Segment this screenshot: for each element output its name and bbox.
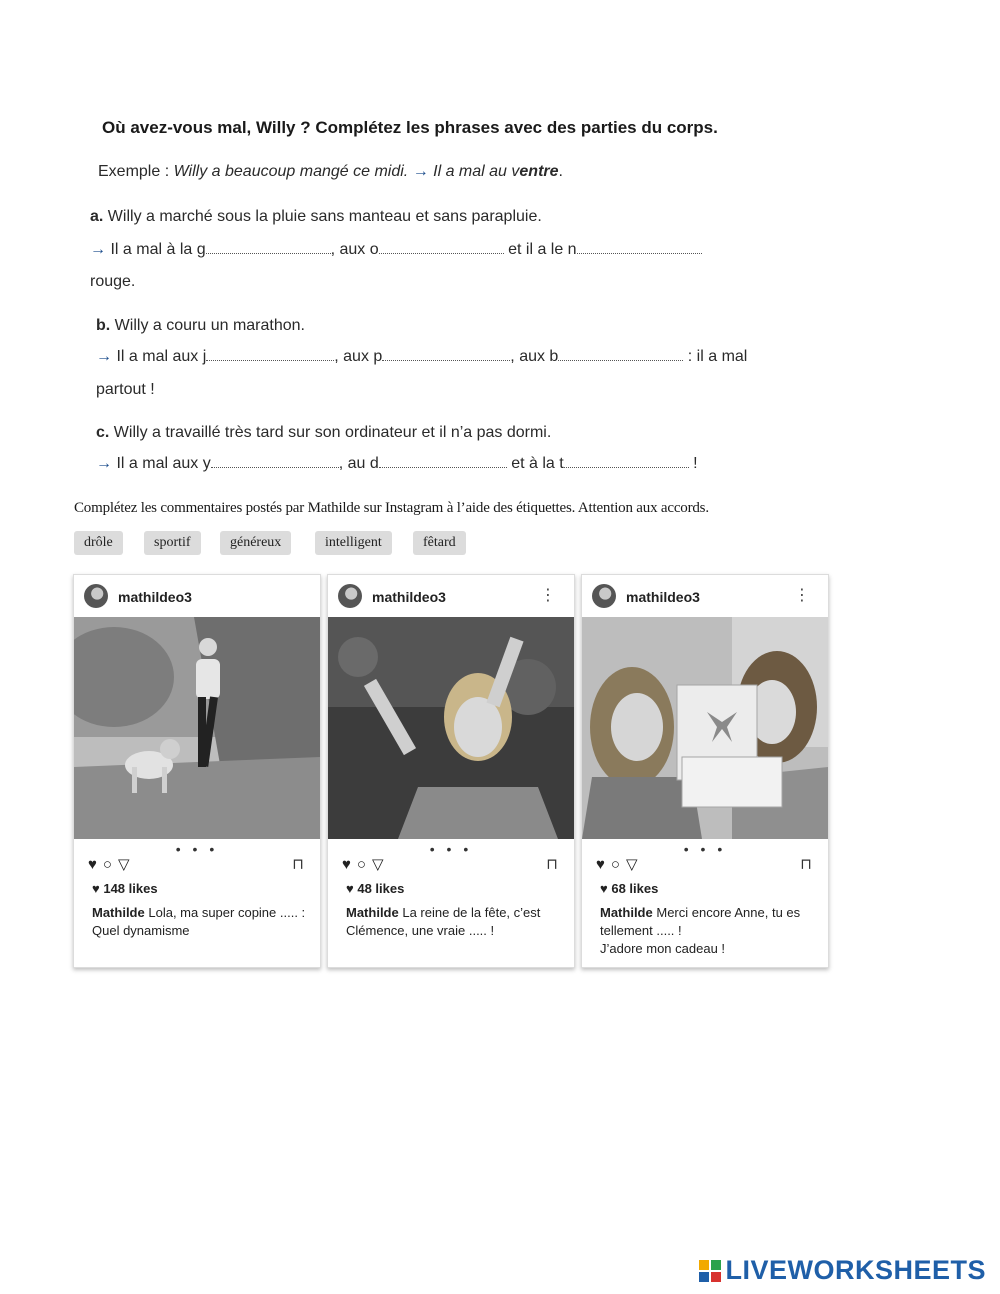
share-icon[interactable]: ▽	[625, 856, 638, 873]
blank-c1[interactable]	[211, 455, 339, 468]
caption-author: Mathilde	[600, 905, 653, 920]
post-likes	[92, 881, 158, 896]
item-a-end: rouge.	[90, 273, 136, 290]
post-actions	[342, 855, 390, 873]
heart-icon: ♥	[92, 881, 100, 896]
liveworksheets-icon	[699, 1260, 721, 1282]
item-c-part3: et à la t	[511, 455, 564, 472]
item-a-text: Willy a marché sous la pluie sans manteau et sans parapluie.	[107, 208, 542, 225]
likes-count: 148 likes	[103, 881, 158, 896]
example-answer-end: .	[558, 163, 563, 180]
post-header	[328, 575, 574, 617]
carousel-dots: • • •	[429, 841, 473, 857]
example-line	[98, 163, 563, 181]
tag-drole[interactable]: drôle	[74, 531, 123, 555]
instagram-post-2	[327, 574, 575, 968]
caption-text: Lola, ma super copine ..... : Quel dynamisme	[92, 905, 306, 938]
comment-icon[interactable]: ○	[102, 856, 112, 873]
heart-icon: ♥	[346, 881, 354, 896]
item-c-end: !	[693, 455, 698, 472]
item-b-answer	[96, 348, 747, 366]
post-username[interactable]: mathildeo3	[626, 589, 700, 605]
tag-genereux[interactable]: généreux	[220, 531, 291, 555]
post-header	[582, 575, 828, 617]
item-b-part3: , aux b	[510, 348, 559, 365]
item-b-part1: Il a mal aux j	[116, 348, 207, 365]
tag-sportif[interactable]: sportif	[144, 531, 201, 555]
item-b-end: partout !	[96, 381, 155, 398]
carousel-dots: • • •	[175, 841, 219, 857]
caption-text: Merci encore Anne, tu es tellement ..... !	[600, 905, 801, 938]
carousel-dots: • • •	[683, 841, 727, 857]
instagram-post-3	[581, 574, 829, 968]
tag-fetard[interactable]: fêtard	[413, 531, 466, 555]
share-icon[interactable]: ▽	[117, 856, 130, 873]
likes-count: 68 likes	[611, 881, 659, 896]
item-b-part4: : il a mal	[687, 348, 748, 365]
exercise2-title: Complétez les commentaires postés par Mathilde sur Instagram à l’aide des étiquettes. Attention aux accords.	[74, 500, 709, 516]
avatar[interactable]	[84, 584, 108, 608]
arrow-icon: →	[412, 163, 429, 180]
post-likes	[600, 881, 658, 896]
example-answer-bold: entre	[519, 163, 559, 180]
item-c-part1: Il a mal aux y	[116, 455, 211, 472]
liveworksheets-logo[interactable]	[699, 1255, 986, 1286]
comment-icon[interactable]: ○	[356, 856, 366, 873]
item-b-part2: , aux p	[334, 348, 383, 365]
post-actions	[596, 855, 644, 873]
item-a-part2: , aux o	[330, 241, 379, 258]
post-header	[74, 575, 320, 617]
avatar[interactable]	[338, 584, 362, 608]
item-c-part2: , au d	[338, 455, 379, 472]
blank-b1[interactable]	[206, 348, 334, 361]
blank-b2[interactable]	[382, 348, 510, 361]
comment-icon[interactable]: ○	[610, 856, 620, 873]
item-a-answer	[90, 241, 702, 259]
avatar[interactable]	[592, 584, 616, 608]
blank-c3[interactable]	[564, 455, 689, 468]
blank-a3[interactable]	[577, 241, 702, 254]
arrow-icon: →	[96, 348, 112, 365]
item-b-sentence	[96, 317, 305, 335]
post-caption	[346, 904, 561, 940]
bookmark-icon[interactable]: ⊓	[546, 856, 558, 873]
example-answer-start: Il a mal au v	[433, 163, 520, 180]
likes-count: 48 likes	[357, 881, 405, 896]
item-c-answer	[96, 455, 698, 473]
share-icon[interactable]: ▽	[371, 856, 384, 873]
more-options-icon[interactable]: ⋮	[794, 587, 810, 604]
example-prefix: Exemple :	[98, 163, 174, 180]
post-caption	[92, 904, 307, 940]
arrow-icon: →	[96, 455, 112, 472]
blank-a1[interactable]	[206, 241, 331, 254]
caption-author: Mathilde	[346, 905, 399, 920]
instagram-post-1	[73, 574, 321, 968]
post-photo-dancing-woman	[328, 617, 574, 839]
caption-text-2: J’adore mon cadeau !	[600, 941, 726, 956]
post-likes	[346, 881, 404, 896]
item-a-sentence	[90, 208, 542, 226]
heart-icon[interactable]: ♥	[342, 856, 351, 873]
heart-icon: ♥	[600, 881, 608, 896]
post-photo-gift-friends	[582, 617, 828, 839]
item-b-letter: b.	[96, 317, 111, 334]
item-a-part3: et il a le n	[508, 241, 577, 258]
more-options-icon[interactable]: ⋮	[540, 587, 556, 604]
blank-b3[interactable]	[558, 348, 683, 361]
blank-c2[interactable]	[379, 455, 507, 468]
caption-text: La reine de la fête, c’est Clémence, une vraie ..... !	[346, 905, 541, 938]
post-username[interactable]: mathildeo3	[118, 589, 192, 605]
item-a-part1: Il a mal à la g	[110, 241, 206, 258]
bookmark-icon[interactable]: ⊓	[292, 856, 304, 873]
item-c-letter: c.	[96, 424, 110, 441]
example-sentence: Willy a beaucoup mangé ce midi.	[173, 163, 409, 180]
blank-a2[interactable]	[379, 241, 504, 254]
exercise1-title: Où avez-vous mal, Willy ? Complétez les phrases avec des parties du corps.	[102, 118, 718, 137]
post-actions	[88, 855, 136, 873]
item-c-sentence	[96, 424, 551, 442]
post-photo-runner-with-dog	[74, 617, 320, 839]
item-c-text: Willy a travaillé très tard sur son ordinateur et il n’a pas dormi.	[113, 424, 552, 441]
bookmark-icon[interactable]: ⊓	[800, 856, 812, 873]
logo-text: LIVEWORKSHEETS	[725, 1255, 986, 1285]
heart-icon[interactable]: ♥	[596, 856, 605, 873]
item-b-text: Willy a couru un marathon.	[114, 317, 305, 334]
caption-author: Mathilde	[92, 905, 145, 920]
item-a-letter: a.	[90, 208, 104, 225]
heart-icon[interactable]: ♥	[88, 856, 97, 873]
arrow-icon: →	[90, 241, 106, 258]
post-caption	[600, 904, 815, 958]
tag-intelligent[interactable]: intelligent	[315, 531, 392, 555]
post-username[interactable]: mathildeo3	[372, 589, 446, 605]
